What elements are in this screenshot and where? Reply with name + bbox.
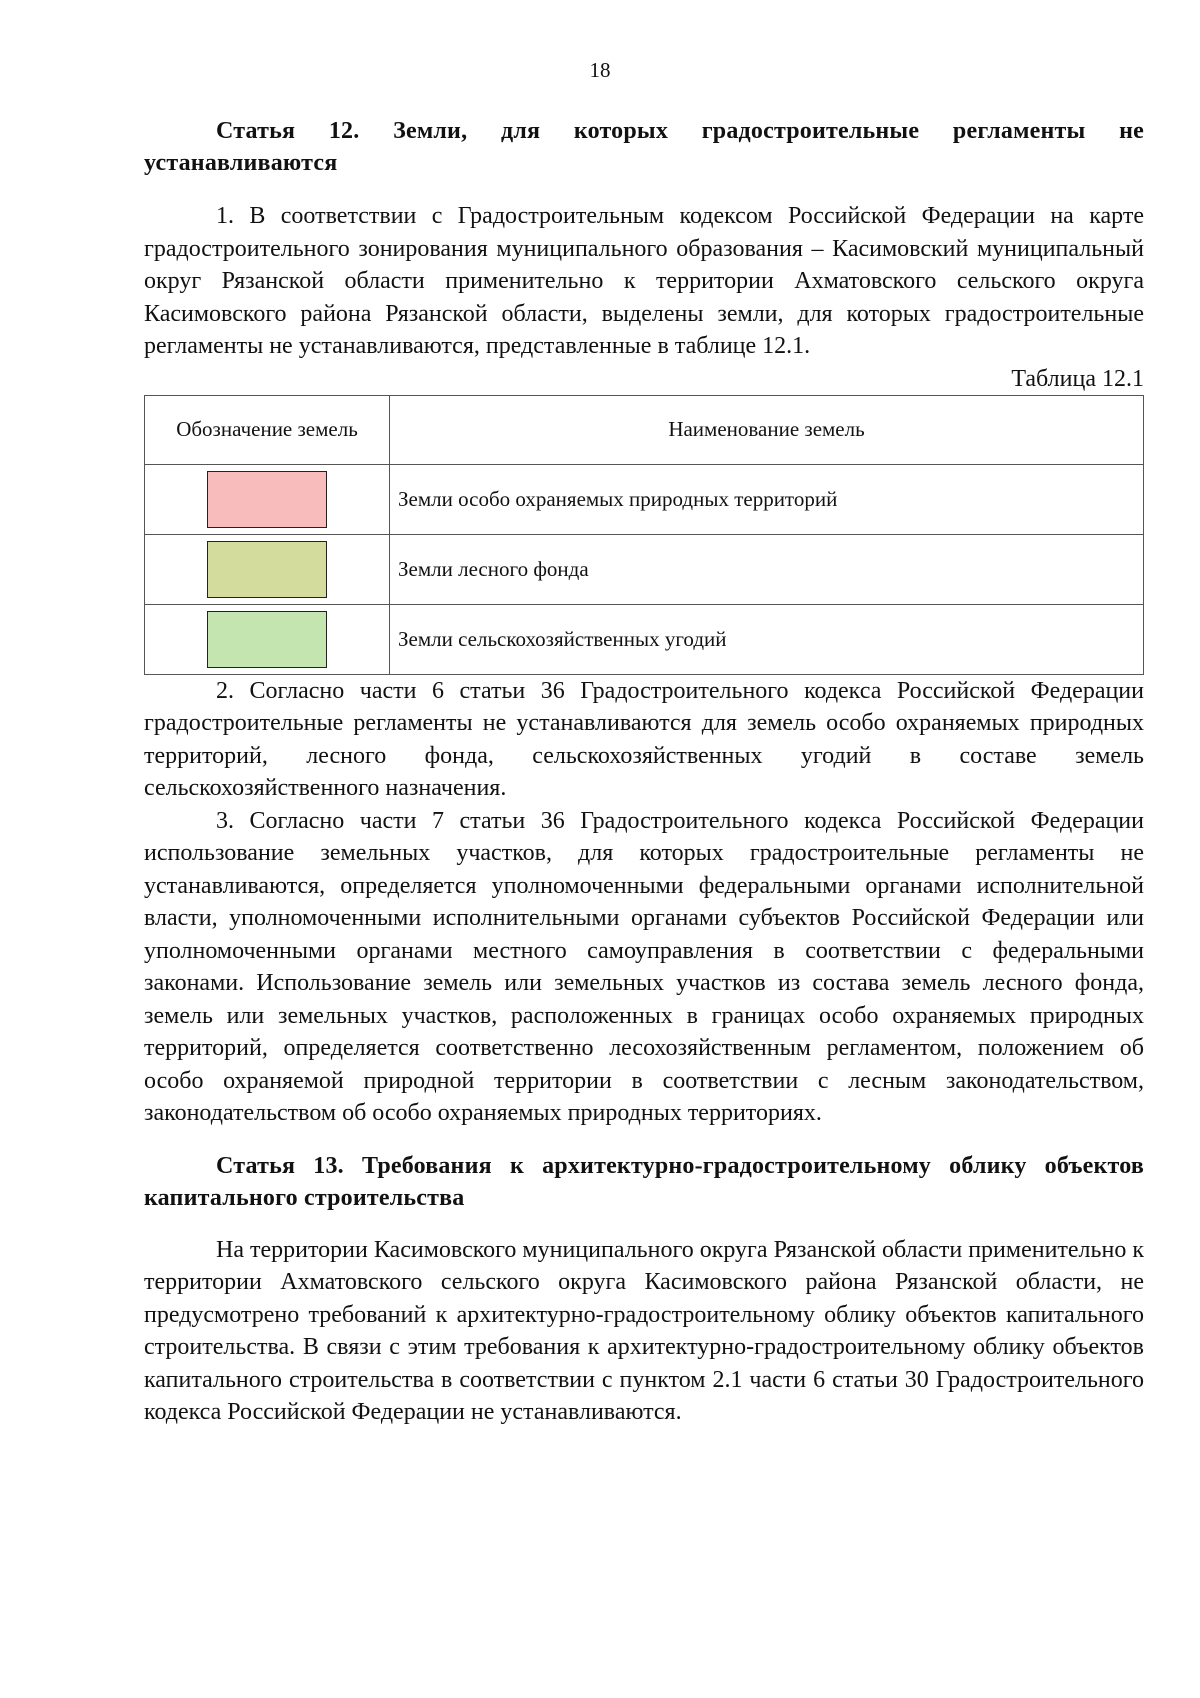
page-number: 18 — [589, 58, 611, 82]
article-12-paragraph-1: 1. В соответствии с Градостроительным кодексом Российской Федерации на карте градостроительного зонирования муниципального образования – Касимовский муниципальный округ Рязанской области применительно к территории Ахматовского сельского округа Касимовского района Рязанской области, выделены земли, для которых градостроительные регламенты не устанавливаются, представленные в таблице 12.1. — [144, 203, 1144, 359]
land-name: Земли сельскохозяйственных угодий — [390, 604, 1144, 674]
symbol-cell — [145, 604, 390, 674]
table-row — [145, 534, 1144, 604]
legend-swatch-forest — [207, 541, 327, 598]
article-12-paragraph-3: 3. Согласно части 7 статьи 36 Градостроительного кодекса Российской Федерации использование земельных участков, для которых градостроительные регламенты не устанавливаются, определяется уполномоченными федеральными органами исполнительной власти, уполномоченными исполнительными органами субъектов Российской Федерации или уполномоченными органами местного самоуправления в соответствии с федеральными законами. Использование земель или земельных участков из состава земель лесного фонда, земель или земельных участков, расположенных в границах особо охраняемых природных территорий, определяется соответственно лесохозяйственным регламентом, положением об особо охраняемой природной территории в соответствии с лесным законодательством, законодательством об особо охраняемых природных территориях. — [144, 807, 1144, 1126]
symbol-cell — [145, 534, 390, 604]
legend-swatch-agricultural — [207, 611, 327, 668]
table-row — [145, 464, 1144, 534]
article-13-heading: Статья 13. Требования к архитектурно-градостроительному облику объектов капитального строительства — [144, 1152, 1144, 1211]
legend-swatch-protected — [207, 471, 327, 528]
article-13-paragraph-1: На территории Касимовского муниципального округа Рязанской области применительно к территории Ахматовского сельского округа Касимовского района Рязанской области, не предусмотрено требований к архитектурно-градостроительному облику объектов капитального строительства. В связи с этим требования к архитектурно-градостроительному облику объектов капитального строительства в соответствии с пунктом 2.1 части 6 статьи 30 Градостроительного кодекса Российской Федерации не устанавливаются. — [144, 1236, 1144, 1425]
document-body — [144, 115, 1144, 1429]
article-12-heading: Статья 12. Земли, для которых градостроительные регламенты не устанавливаются — [144, 118, 1144, 176]
article-12-paragraph-2: 2. Согласно части 6 статьи 36 Градостроительного кодекса Российской Федерации градостроительные регламенты не устанавливаются для земель особо охраняемых природных территорий, лесного фонда, сельскохозяйственных угодий в составе земель сельскохозяйственного назначения. — [144, 677, 1144, 801]
land-name: Земли лесного фонда — [390, 534, 1144, 604]
symbol-cell — [145, 464, 390, 534]
header-name: Наименование земель — [390, 395, 1144, 464]
table-header-row — [145, 395, 1144, 464]
header-symbol: Обозначение земель — [145, 395, 390, 464]
land-name: Земли особо охраняемых природных территорий — [390, 464, 1144, 534]
table-row — [145, 604, 1144, 674]
table-caption: Таблица 12.1 — [1011, 365, 1144, 392]
lands-table — [144, 395, 1144, 675]
